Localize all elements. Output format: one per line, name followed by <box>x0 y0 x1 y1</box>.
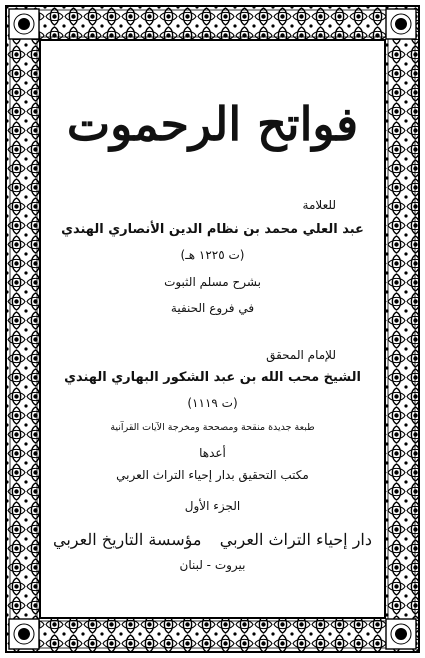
volume-label: الجزء الأول <box>184 499 241 513</box>
second-author-death-date: (ت ١١١٩) <box>187 396 238 410</box>
edition-note: طبعة جديدة منقحة ومصححة ومخرجة الآيات القرآنية <box>110 422 315 433</box>
field-of-study: في فروع الحنفية <box>170 301 255 315</box>
author-prefix: للعلامة <box>302 198 336 212</box>
publisher-1: دار إحياء التراث العربي <box>219 530 372 549</box>
author-name: عبد العلي محمد بن نظام الدين الأنصاري الهندي <box>61 222 364 237</box>
title-page <box>45 45 380 613</box>
author-death-date: (ت ١٢٢٥ هـ) <box>180 248 245 262</box>
book-title: فواتح الرحموت <box>66 97 359 151</box>
second-author-prefix: للإمام المحقق <box>266 348 336 362</box>
prepared-by: مكتب التحقيق بدار إحياء التراث العربي <box>116 468 309 482</box>
publisher-2: مؤسسة التاريخ العربي <box>53 530 202 549</box>
commentary-on: بشرح مسلم الثبوت <box>164 275 261 289</box>
second-author-name: الشيخ محب الله بن عبد الشكور البهاري الهندي <box>64 370 361 385</box>
city-label: بيروت - لبنان <box>179 558 246 572</box>
prepared-by-label: أعدها <box>199 446 226 460</box>
